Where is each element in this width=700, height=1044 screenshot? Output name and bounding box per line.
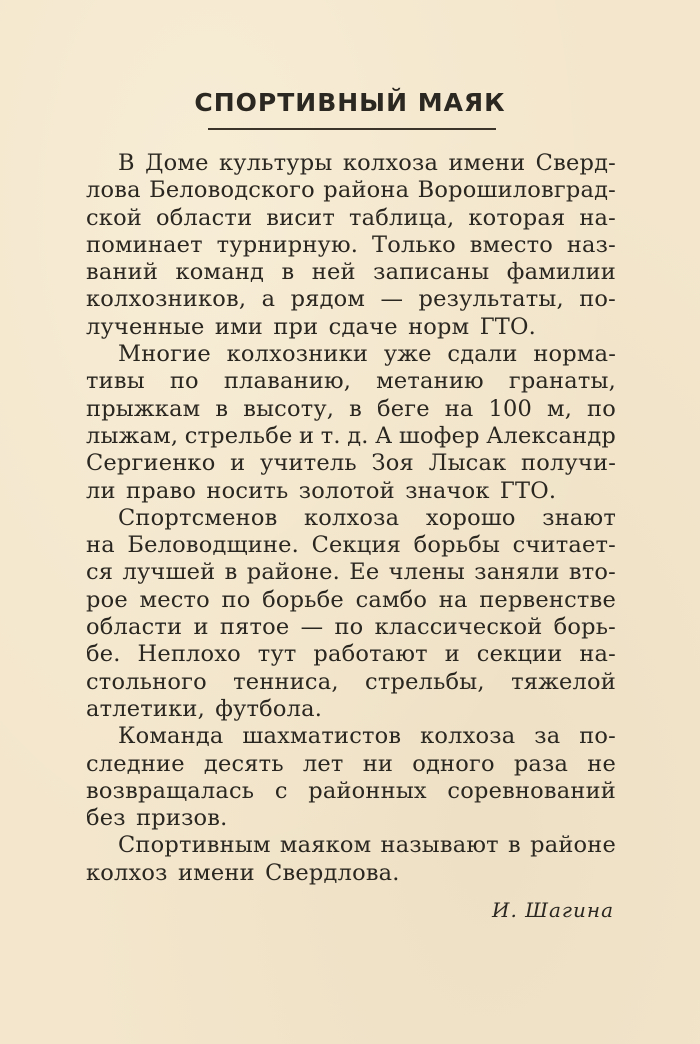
text-line: Сергиенко и учитель Зоя Лысак получи- (86, 450, 616, 477)
text-line: следние десять лет ни одного раза не (86, 750, 616, 777)
title-underline (208, 128, 496, 130)
text-line: Команда шахматистов колхоза за по- (118, 723, 616, 750)
text-line: рое место по борьбе самбо на первенстве (86, 586, 616, 613)
text-line: лова Беловодского района Ворошиловград- (86, 177, 616, 204)
paragraph-2 (86, 341, 616, 505)
text-line: области и пятое — по классической борь- (86, 614, 616, 641)
text-line: бе. Неплохо тут работают и секции на- (86, 641, 616, 668)
text-line: ли право носить золотой значок ГТО. (86, 477, 557, 504)
text-line: Спортсменов колхоза хорошо знают (118, 504, 616, 531)
paragraph-4 (86, 723, 616, 832)
text-line: прыжкам в высоту, в беге на 100 м, по (86, 395, 616, 422)
text-line: ваний команд в ней записаны фамилии (86, 259, 616, 286)
text-line: стольного тенниса, стрельбы, тяжелой (86, 668, 616, 695)
text-line: тивы по плаванию, метанию гранаты, (86, 368, 616, 395)
text-line: лученные ими при сдаче норм ГТО. (86, 313, 536, 340)
text-line: без призов. (86, 805, 228, 832)
text-line: Спортивным маяком называют в районе (118, 832, 616, 859)
author-signature: И. Шагина (492, 898, 614, 922)
text-line: возвращалась с районных соревнований (86, 777, 616, 804)
text-line: на Беловодщине. Секция борьбы считает- (86, 532, 616, 559)
text-line: Многие колхозники уже сдали норма- (118, 341, 616, 368)
text-line: колхозников, а рядом — результаты, по- (86, 286, 616, 313)
article-title: СПОРТИВНЫЙ МАЯК (194, 88, 506, 117)
text-line: поминает турнирную. Только вместо наз- (86, 231, 616, 258)
article-body (86, 150, 616, 887)
text-line: ской области висит таблица, которая на- (86, 204, 616, 231)
paragraph-3 (86, 505, 616, 723)
text-line: ся лучшей в районе. Ее члены заняли вто- (86, 559, 616, 586)
text-line: атлетики, футбола. (86, 695, 323, 722)
text-line: лыжам, стрельбе и т. д. А шофер Александр (86, 422, 616, 449)
text-line: В Доме культуры колхоза имени Сверд- (118, 150, 616, 176)
paragraph-1 (86, 150, 616, 341)
text-line: колхоз имени Свердлова. (86, 859, 400, 886)
paragraph-5 (86, 832, 616, 887)
